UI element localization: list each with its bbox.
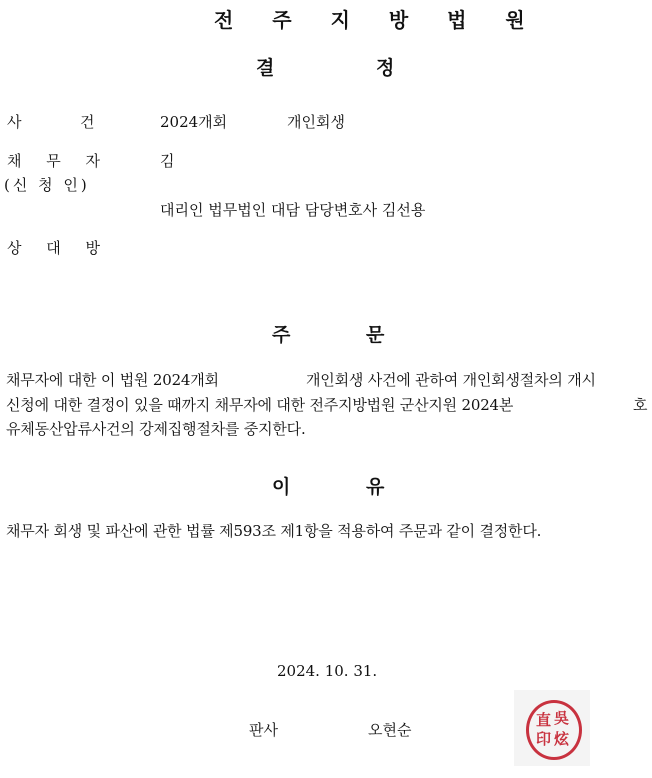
- opponent-label: 상 대 방: [7, 239, 111, 257]
- seal-char-4: 炫: [554, 730, 570, 748]
- doc-type-left: 결: [256, 57, 275, 79]
- case-name: 개인회생: [287, 113, 345, 131]
- judge-name: 오현순: [368, 721, 412, 739]
- seal-char-2: 吳: [554, 709, 570, 727]
- order-line-1b: 개인회생 사건에 관하여 개인회생절차의 개시: [306, 371, 596, 389]
- decision-date: 2024. 10. 31.: [277, 662, 378, 680]
- doc-type-right: 정: [376, 57, 395, 79]
- order-heading-right: 문: [366, 324, 385, 346]
- order-line-3: 유체동산압류사건의 강제집행절차를 중지한다.: [6, 420, 306, 438]
- applicant-label: (신 청 인): [4, 176, 90, 194]
- case-label: 사: [7, 113, 22, 131]
- case-label-2: 건: [80, 113, 95, 131]
- agent-line: 대리인 법무법인 대담 담당변호사 김선용: [160, 201, 426, 219]
- seal-char-1: 直: [536, 711, 552, 729]
- debtor-name: 김: [160, 152, 175, 170]
- order-line-2a: 신청에 대한 결정이 있을 때까지 채무자에 대한 전주지방법원 군산지원 2024본: [6, 396, 514, 414]
- order-line-2b: 호: [633, 396, 648, 414]
- judge-title: 판사: [249, 721, 278, 739]
- reason-heading-left: 이: [272, 476, 291, 498]
- reason-heading-right: 유: [366, 476, 385, 498]
- order-heading-left: 주: [272, 324, 291, 346]
- case-number: 2024개회: [160, 113, 228, 131]
- judge-seal: [514, 690, 590, 766]
- order-line-1a: 채무자에 대한 이 법원 2024개회: [6, 371, 219, 389]
- court-name: 전 주 지 방 법 원: [214, 8, 541, 32]
- reason-text: 채무자 회생 및 파산에 관한 법률 제593조 제1항을 적용하여 주문과 같이 결정한다.: [6, 522, 542, 540]
- seal-char-3: 印: [536, 730, 552, 748]
- debtor-label: 채 무 자: [7, 152, 111, 170]
